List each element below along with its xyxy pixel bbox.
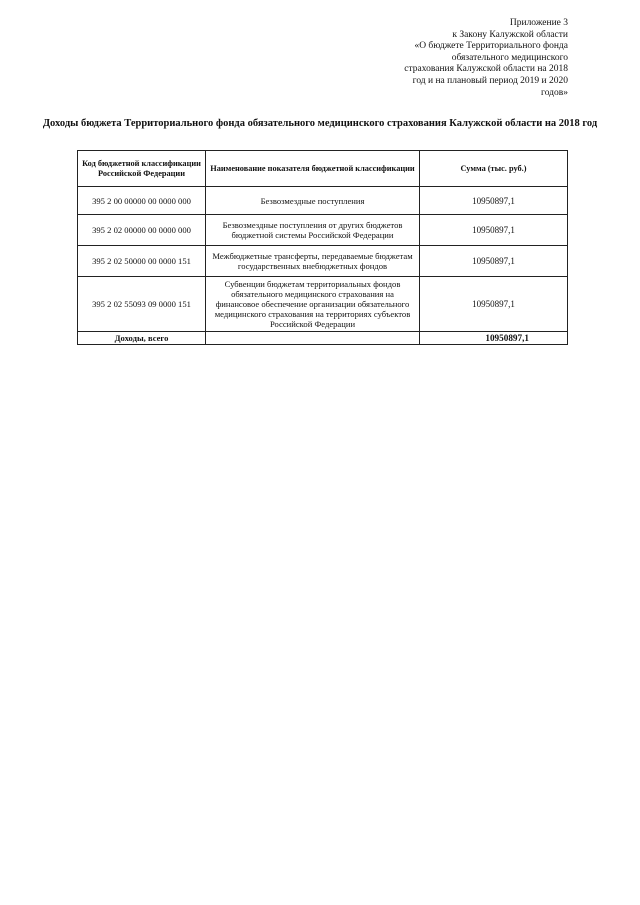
table-header-row bbox=[78, 151, 568, 187]
appendix-line: обязательного медицинского bbox=[451, 52, 568, 63]
header-code: Код бюджетной классификации Российской Федерации bbox=[78, 151, 206, 187]
appendix-header bbox=[308, 18, 568, 99]
income-table bbox=[77, 150, 568, 345]
appendix-line: к Закону Калужской области bbox=[452, 29, 568, 40]
appendix-line: «О бюджете Территориального фонда bbox=[414, 41, 568, 52]
cell-name: Безвозмездные поступления от других бюджетов бюджетной системы Российской Федерации bbox=[206, 215, 420, 246]
appendix-line: Приложение 3 bbox=[509, 18, 568, 28]
cell-sum: 10950897,1 bbox=[420, 277, 568, 332]
cell-sum: 10950897,1 bbox=[420, 187, 568, 215]
cell-name: Субвенции бюджетам территориальных фондов обязательного медицинского страхования на финансовое обеспечение организации обязательного медицинского страхования на территориях субъектов Российской Федерации bbox=[206, 277, 420, 332]
table-row bbox=[78, 215, 568, 246]
header-sum: Сумма (тыс. руб.) bbox=[420, 151, 568, 187]
table-row bbox=[78, 246, 568, 277]
table-row bbox=[78, 187, 568, 215]
appendix-line: страхования Калужской области на 2018 bbox=[404, 64, 568, 75]
total-label: Доходы, всего bbox=[78, 332, 206, 345]
cell-name: Безвозмездные поступления bbox=[206, 187, 420, 215]
cell-code: 395 2 02 00000 00 0000 000 bbox=[78, 215, 206, 246]
table-row bbox=[78, 277, 568, 332]
appendix-line: годов» bbox=[541, 87, 568, 98]
cell-code: 395 2 00 00000 00 0000 000 bbox=[78, 187, 206, 215]
cell-code: 395 2 02 50000 00 0000 151 bbox=[78, 246, 206, 277]
cell-sum: 10950897,1 bbox=[420, 246, 568, 277]
cell-sum: 10950897,1 bbox=[420, 215, 568, 246]
appendix-line: год и на плановый период 2019 и 2020 bbox=[412, 75, 568, 86]
cell-name: Межбюджетные трансферты, передаваемые бюджетам государственных внебюджетных фондов bbox=[206, 246, 420, 277]
cell-code: 395 2 02 55093 09 0000 151 bbox=[78, 277, 206, 332]
total-empty-cell bbox=[206, 332, 420, 345]
header-name: Наименование показателя бюджетной классификации bbox=[206, 151, 420, 187]
table-total-row bbox=[78, 332, 568, 345]
document-title: Доходы бюджета Территориального фонда обязательного медицинского страхования Калужской области на 2018 год bbox=[42, 118, 598, 129]
total-sum: 10950897,1 bbox=[420, 332, 568, 345]
